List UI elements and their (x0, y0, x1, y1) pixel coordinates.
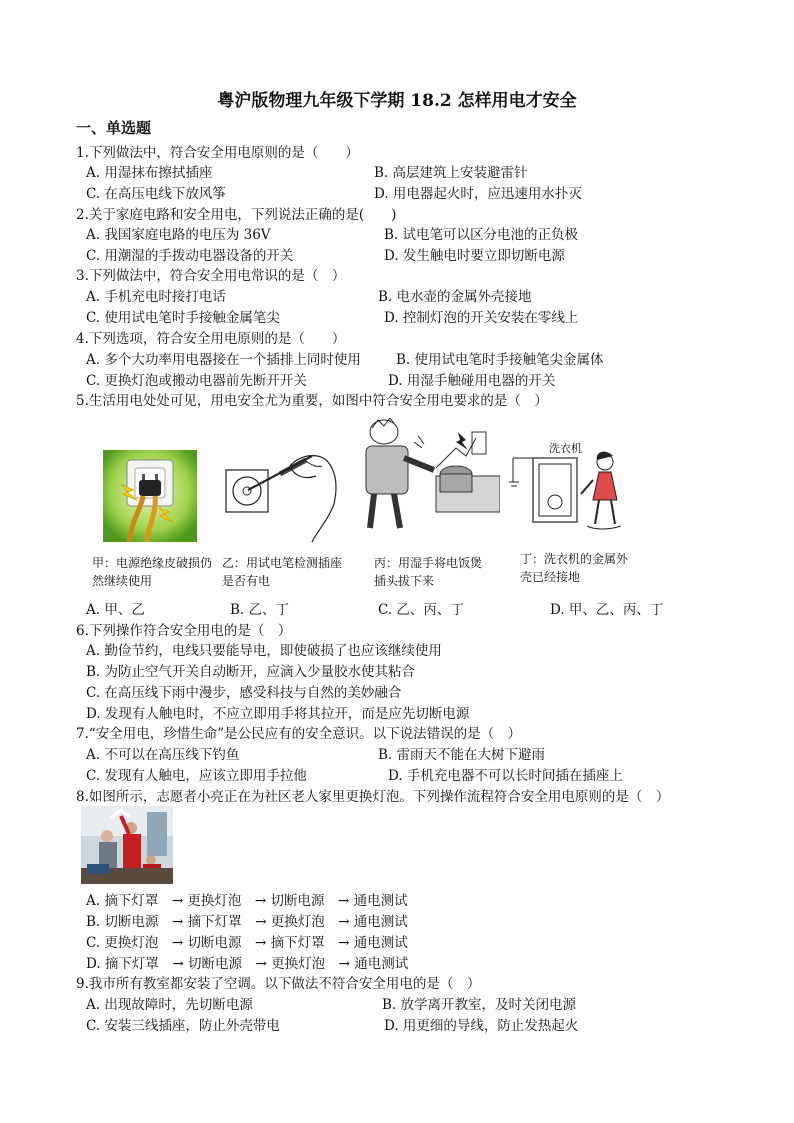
question-4-stem: 4.下列选项，符合安全用电原则的是（ ） (76, 331, 346, 347)
q7-option-c: C. 发现有人触电，应该立即用手拉他 (86, 768, 307, 784)
question-6-stem: 6.下列操作符合安全用电的是（ ） (76, 623, 292, 639)
q2-option-d: D. 发生触电时要立即切断电源 (384, 248, 565, 264)
caption-yi: 乙：用试电笔检测插座是否有电 (222, 556, 343, 588)
q7-option-b: B. 雷雨天不能在大树下避雨 (378, 747, 546, 763)
q9-option-d: D. 用更细的导线，防止发热起火 (384, 1018, 579, 1034)
q5-option-b: B. 乙、丁 (230, 602, 290, 618)
volunteer-changing-bulb-photo (81, 806, 173, 884)
q5-option-a: A. 甲、乙 (86, 602, 145, 618)
q8-option-d: D. 摘下灯罩 → 切断电源 → 更换灯泡 → 通电测试 (86, 956, 409, 972)
q6-option-b: B. 为防止空气开关自动断开，应滴入少量胶水使其粘合 (86, 664, 416, 680)
socket-damaged-plug-figure (103, 450, 197, 542)
q3-option-a: A. 手机充电时接打电话 (86, 289, 226, 305)
q2-option-b: B. 试电笔可以区分电池的正负极 (384, 227, 579, 243)
caption-bing: 丙：用湿手将电饭煲插头拔下来 (374, 556, 483, 588)
q7-option-a: A. 不可以在高压线下钓鱼 (86, 747, 240, 763)
caption-jia: 甲：电源绝缘皮破损仍然继续使用 (92, 556, 213, 588)
q2-option-a: A. 我国家庭电路的电压为 36V (86, 227, 271, 243)
grounded-washer-figure (509, 440, 629, 536)
test-pen-socket-figure (220, 446, 344, 542)
question-8-stem: 8.如图所示，志愿者小亮正在为社区老人家里更换灯泡。下列操作流程符合安全用电原则的是（ ） (76, 789, 670, 805)
q4-option-d: D. 用湿手触碰用电器的开关 (388, 373, 556, 389)
q6-option-d: D. 发现有人触电时，不应立即用手将其拉开，而是应先切断电源 (86, 706, 470, 722)
question-3-stem: 3.下列做法中，符合安全用电常识的是（ ） (76, 268, 346, 284)
question-5-stem: 5.生活用电处处可见，用电安全尤为重要，如图中符合安全用电要求的是（ ） (76, 393, 548, 409)
q8-option-a: A. 摘下灯罩 → 更换灯泡 → 切断电源 → 通电测试 (86, 893, 408, 909)
q3-option-d: D. 控制灯泡的开关安装在零线上 (384, 310, 579, 326)
q2-option-c: C. 用潮湿的手拨动电器设备的开关 (86, 248, 294, 264)
question-1-stem: 1.下列做法中，符合安全用电原则的是（ ） (76, 145, 359, 161)
q6-option-c: C. 在高压线下雨中漫步，感受科技与自然的美妙融合 (86, 685, 402, 701)
q3-option-c: C. 使用试电笔时手接触金属笔尖 (86, 310, 280, 326)
q4-option-b: B. 使用试电笔时手接触笔尖金属体 (396, 352, 604, 368)
q1-option-c: C. 在高压电线下放风筝 (86, 186, 226, 202)
q7-option-d: D. 手机充电器不可以长时间插在插座上 (388, 768, 623, 784)
section-heading: 一、单选题 (76, 119, 152, 137)
q9-option-a: A. 出现故障时，先切断电源 (86, 997, 253, 1013)
q9-option-b: B. 放学离开教室，及时关闭电源 (382, 997, 577, 1013)
q5-option-c: C. 乙、丙、丁 (378, 602, 464, 618)
question-2-stem: 2.关于家庭电路和安全用电，下列说法正确的是( ) (76, 207, 397, 223)
wet-hand-plug-figure (344, 418, 500, 532)
caption-ding: 丁：洗衣机的金属外壳已经接地 (520, 552, 629, 584)
q1-option-d: D. 用电器起火时，应迅速用水扑灭 (374, 186, 582, 202)
q8-option-c: C. 更换灯泡 → 切断电源 → 摘下灯罩 → 通电测试 (86, 935, 408, 951)
washer-label: 洗衣机 (549, 442, 582, 455)
q6-option-a: A. 勤俭节约，电线只要能导电，即使破损了也应该继续使用 (86, 643, 442, 659)
q4-option-c: C. 更换灯泡或搬动电器前先断开开关 (86, 373, 307, 389)
question-9-stem: 9.我市所有教室都安装了空调。以下做法不符合安全用电的是（ ） (76, 976, 481, 992)
q4-option-a: A. 多个大功率用电器接在一个插排上同时使用 (86, 352, 361, 368)
page-title: 粤沪版物理九年级下学期 18.2 怎样用电才安全 (217, 91, 577, 111)
q1-option-a: A. 用湿抹布擦拭插座 (86, 165, 213, 181)
question-7-stem: 7.“安全用电，珍惜生命”是公民应有的安全意识。以下说法错误的是（ ） (76, 726, 522, 742)
q9-option-c: C. 安装三线插座，防止外壳带电 (86, 1018, 280, 1034)
q8-option-b: B. 切断电源 → 摘下灯罩 → 更换灯泡 → 通电测试 (86, 914, 408, 930)
q5-option-d: D. 甲、乙、丙、丁 (550, 602, 664, 618)
q1-option-b: B. 高层建筑上安装避雷针 (374, 165, 528, 181)
q3-option-b: B. 电水壶的金属外壳接地 (378, 289, 532, 305)
